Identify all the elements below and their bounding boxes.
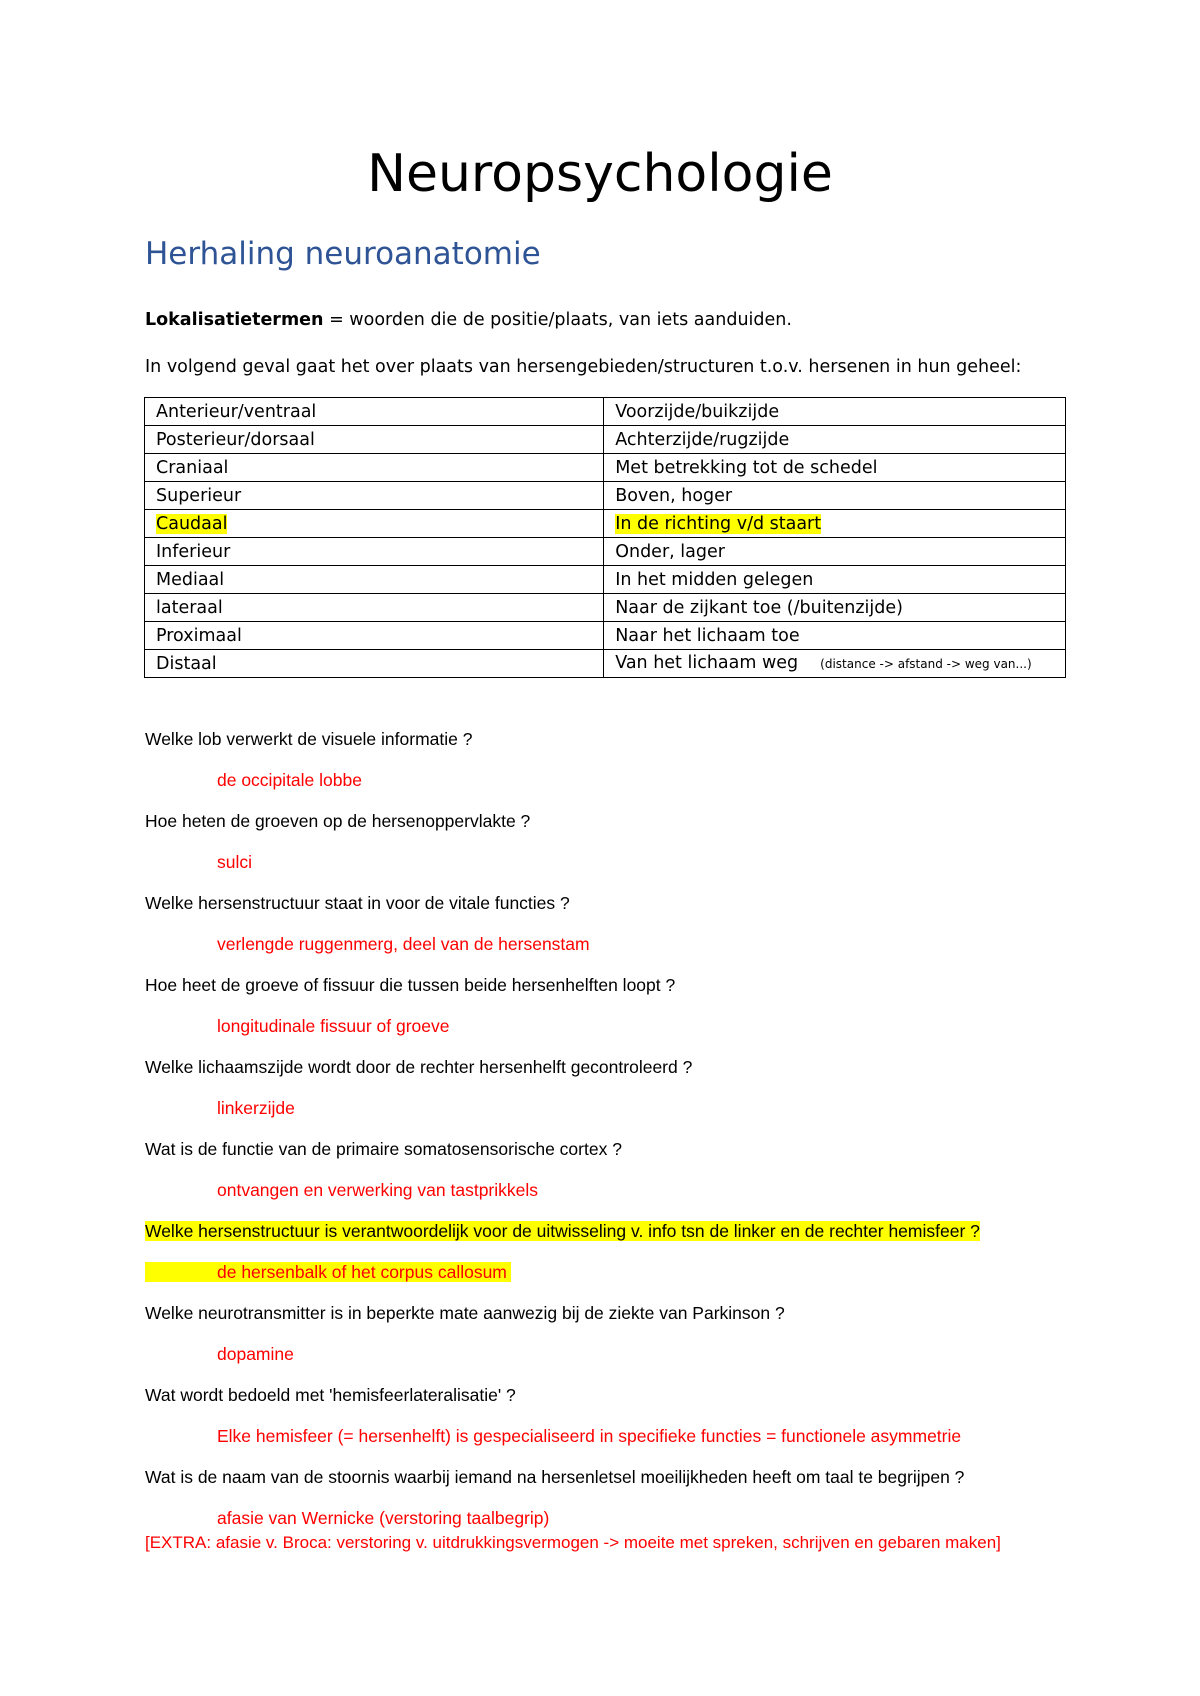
table-row xyxy=(145,650,1066,678)
question-text: Welke neurotransmitter is in beperkte mate aanwezig bij de ziekte van Parkinson ? xyxy=(145,1303,785,1323)
answer-text: ontvangen en verwerking van tastprikkels xyxy=(217,1180,539,1200)
meaning-cell: Onder, lager xyxy=(604,538,1066,566)
term-cell: Anterieur/ventraal xyxy=(145,398,604,426)
meaning-cell: In het midden gelegen xyxy=(604,566,1066,594)
extra-note: [EXTRA: afasie v. Broca: verstoring v. uitdrukkingsvermogen -> moeite met spreken, schrijven en gebaren maken] xyxy=(145,1533,1001,1552)
meaning-cell: Voorzijde/buikzijde xyxy=(604,398,1066,426)
question-text: Welke lob verwerkt de visuele informatie ? xyxy=(145,729,473,749)
term-cell: Posterieur/dorsaal xyxy=(145,426,604,454)
table-row xyxy=(145,398,1066,426)
meaning-text: Van het lichaam weg xyxy=(615,653,799,673)
table-row xyxy=(145,622,1066,650)
term-cell: Superieur xyxy=(145,482,604,510)
meaning-note: (distance -> afstand -> weg van...) xyxy=(820,657,1032,671)
table-row xyxy=(145,510,1066,538)
answer-text: Elke hemisfeer (= hersenhelft) is gespecialiseerd in specifieke functies = functionele asymmetrie xyxy=(217,1426,962,1446)
definition-term: Lokalisatietermen xyxy=(145,310,324,330)
table-row xyxy=(145,538,1066,566)
question-text: Welke lichaamszijde wordt door de rechter hersenhelft gecontroleerd ? xyxy=(145,1057,693,1077)
answer-text: dopamine xyxy=(217,1344,294,1364)
answer-text: de hersenbalk of het corpus callosum xyxy=(145,1262,511,1282)
term-cell: Proximaal xyxy=(145,622,604,650)
meaning-cell: Achterzijde/rugzijde xyxy=(604,426,1066,454)
answer-text: longitudinale fissuur of groeve xyxy=(217,1016,450,1036)
answer-text: de occipitale lobbe xyxy=(217,770,362,790)
highlighted-meaning: In de richting v/d staart xyxy=(615,513,822,534)
meaning-cell: Boven, hoger xyxy=(604,482,1066,510)
intro-paragraph: In volgend geval gaat het over plaats van hersengebieden/structuren t.o.v. hersenen in hun geheel: xyxy=(145,357,1022,377)
page-title: Neuropsychologie xyxy=(367,144,833,204)
term-cell: Inferieur xyxy=(145,538,604,566)
meaning-cell xyxy=(604,650,1066,678)
term-cell: Mediaal xyxy=(145,566,604,594)
meaning-cell xyxy=(604,510,1066,538)
question-text: Wat is de naam van de stoornis waarbij iemand na hersenletsel moeilijkheden heeft om taal te begrijpen ? xyxy=(145,1467,965,1487)
table-row xyxy=(145,594,1066,622)
answer-text: verlengde ruggenmerg, deel van de hersenstam xyxy=(217,934,590,954)
definition-text: = woorden die de positie/plaats, van iets aanduiden. xyxy=(323,310,792,330)
term-cell: Craniaal xyxy=(145,454,604,482)
highlighted-answer xyxy=(217,1260,511,1284)
section-heading: Herhaling neuroanatomie xyxy=(145,236,541,272)
term-cell: lateraal xyxy=(145,594,604,622)
question-text: Wat is de functie van de primaire somatosensorische cortex ? xyxy=(145,1139,622,1159)
term-cell xyxy=(145,510,604,538)
question-text: Hoe heet de groeve of fissuur die tussen beide hersenhelften loopt ? xyxy=(145,975,676,995)
table-row xyxy=(145,566,1066,594)
question-text: Welke hersenstructuur staat in voor de vitale functies ? xyxy=(145,893,570,913)
terms-table xyxy=(144,397,1066,678)
question-text: Hoe heten de groeven op de hersenoppervlakte ? xyxy=(145,811,531,831)
table-row xyxy=(145,454,1066,482)
meaning-cell: Met betrekking tot de schedel xyxy=(604,454,1066,482)
question-text: Welke hersenstructuur is verantwoordelijk voor de uitwisseling v. info tsn de linker en de rechter hemisfeer ? xyxy=(145,1221,980,1241)
meaning-cell: Naar de zijkant toe (/buitenzijde) xyxy=(604,594,1066,622)
table-row xyxy=(145,426,1066,454)
highlighted-question xyxy=(145,1219,980,1243)
answer-text: sulci xyxy=(217,852,253,872)
meaning-cell: Naar het lichaam toe xyxy=(604,622,1066,650)
answer-text: afasie van Wernicke (verstoring taalbegrip) xyxy=(217,1508,550,1528)
highlighted-term: Caudaal xyxy=(156,513,228,534)
answer-text: linkerzijde xyxy=(217,1098,295,1118)
question-text: Wat wordt bedoeld met 'hemisfeerlateralisatie' ? xyxy=(145,1385,516,1405)
table-row xyxy=(145,482,1066,510)
definition-paragraph xyxy=(145,308,792,332)
term-cell: Distaal xyxy=(145,650,604,678)
